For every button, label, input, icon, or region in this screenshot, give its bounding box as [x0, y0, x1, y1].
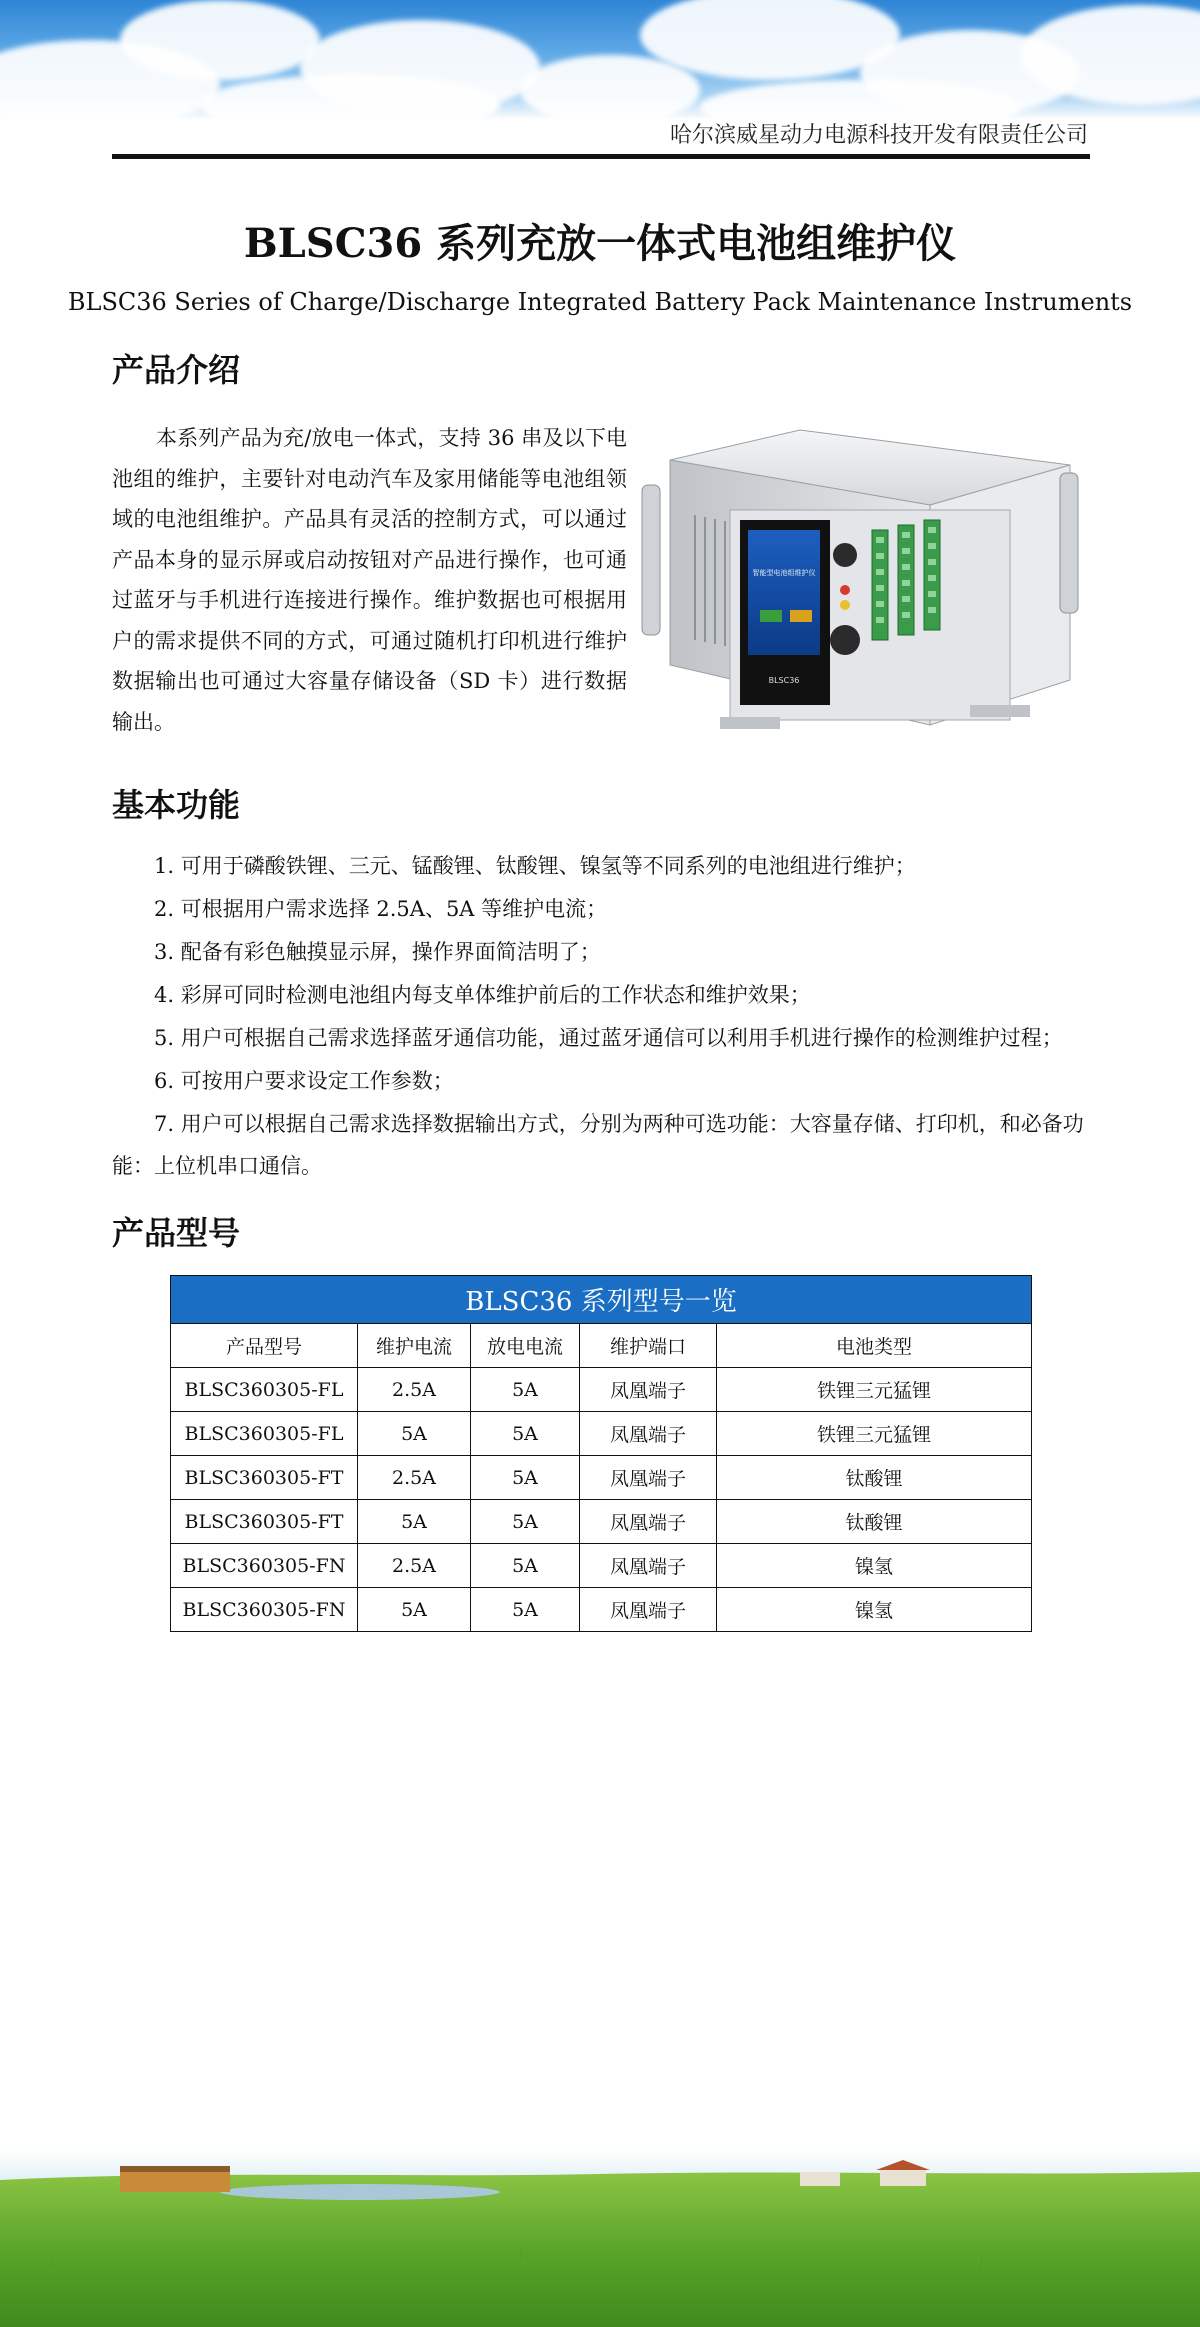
- table-cell: 5A: [471, 1544, 580, 1588]
- table-cell: 镍氢: [717, 1544, 1032, 1588]
- table-cell: BLSC360305-FT: [171, 1500, 358, 1544]
- table-cell: 凤凰端子: [580, 1412, 717, 1456]
- model-table: [170, 1275, 1032, 1632]
- table-cell: 铁锂三元猛锂: [717, 1368, 1032, 1412]
- feature-item: 1. 可用于磷酸铁锂、三元、锰酸锂、钛酸锂、镍氢等不同系列的电池组进行维护；: [154, 854, 916, 878]
- table-row: [171, 1588, 1032, 1632]
- device-screen-title: 智能型电池组维护仪: [752, 569, 816, 577]
- section-heading-features: 基本功能: [112, 786, 241, 824]
- feature-item: 7. 用户可以根据自己需求选择数据输出方式，分别为两种可选功能：大容量存储、打印机，和必备功能：上位机串口通信。: [112, 1112, 1084, 1178]
- table-cell: 5A: [471, 1368, 580, 1412]
- table-cell: 2.5A: [358, 1456, 471, 1500]
- table-row: [171, 1500, 1032, 1544]
- header-divider: [112, 154, 1090, 159]
- table-cell: BLSC360305-FN: [171, 1588, 358, 1632]
- column-header: 维护端口: [580, 1324, 717, 1368]
- table-cell: BLSC360305-FT: [171, 1456, 358, 1500]
- table-row: [171, 1456, 1032, 1500]
- device-brand: BLSC36: [768, 676, 800, 685]
- table-cell: 凤凰端子: [580, 1588, 717, 1632]
- feature-item: 5. 用户可根据自己需求选择蓝牙通信功能，通过蓝牙通信可以利用手机进行操作的检测维护过程；: [154, 1026, 1063, 1050]
- table-cell: BLSC360305-FL: [171, 1412, 358, 1456]
- intro-paragraph: 本系列产品为充/放电一体式，支持 36 串及以下电池组的维护，主要针对电动汽车及家用储能等电池组领域的电池组维护。产品具有灵活的控制方式，可以通过产品本身的显示屏或启动按钮对产品进行操作，也可通过蓝牙与手机进行连接进行操作。维护数据也可根据用户的需求提供不同的方式，可通过随机打印机进行维护数据输出也可通过大容量存储设备（SD 卡）进行数据输出。: [112, 426, 627, 734]
- table-cell: 5A: [358, 1500, 471, 1544]
- column-header: 维护电流: [358, 1324, 471, 1368]
- table-cell: 凤凰端子: [580, 1456, 717, 1500]
- feature-item: 4. 彩屏可同时检测电池组内每支单体维护前后的工作状态和维护效果；: [154, 983, 811, 1007]
- table-title: BLSC36 系列型号一览: [171, 1276, 1032, 1324]
- table-cell: 2.5A: [358, 1368, 471, 1412]
- table-cell: 5A: [358, 1588, 471, 1632]
- page-title: BLSC36 系列充放一体式电池组维护仪: [243, 220, 957, 267]
- grassland-footer: [0, 2150, 1200, 2327]
- device-image: [640, 425, 1080, 755]
- table-cell: 2.5A: [358, 1544, 471, 1588]
- table-cell: 钛酸锂: [717, 1456, 1032, 1500]
- table-cell: 凤凰端子: [580, 1368, 717, 1412]
- section-heading-models: 产品型号: [112, 1214, 241, 1252]
- table-cell: 凤凰端子: [580, 1500, 717, 1544]
- feature-item: 3. 配备有彩色触摸显示屏，操作界面简洁明了；: [154, 940, 601, 964]
- table-cell: BLSC360305-FL: [171, 1368, 358, 1412]
- table-row: [171, 1412, 1032, 1456]
- table-cell: 铁锂三元猛锂: [717, 1412, 1032, 1456]
- column-header: 放电电流: [471, 1324, 580, 1368]
- table-cell: 镍氢: [717, 1588, 1032, 1632]
- table-cell: 5A: [471, 1500, 580, 1544]
- table-cell: 5A: [471, 1456, 580, 1500]
- feature-item: 6. 可按用户要求设定工作参数；: [154, 1069, 454, 1093]
- table-row: [171, 1544, 1032, 1588]
- table-cell: 5A: [358, 1412, 471, 1456]
- table-cell: 钛酸锂: [717, 1500, 1032, 1544]
- company-name: 哈尔滨威星动力电源科技开发有限责任公司: [669, 123, 1088, 148]
- feature-item: 2. 可根据用户需求选择 2.5A、5A 等维护电流；: [154, 897, 608, 921]
- table-row: [171, 1368, 1032, 1412]
- table-cell: 凤凰端子: [580, 1544, 717, 1588]
- table-cell: BLSC360305-FN: [171, 1544, 358, 1588]
- column-header: 产品型号: [171, 1324, 358, 1368]
- feature-list: [112, 845, 1092, 1187]
- sky-banner: [0, 0, 1200, 120]
- page-subtitle: BLSC36 Series of Charge/Discharge Integrated Battery Pack Maintenance Instruments: [67, 288, 1133, 316]
- column-header: 电池类型: [717, 1324, 1032, 1368]
- table-cell: 5A: [471, 1588, 580, 1632]
- section-heading-intro: 产品介绍: [112, 351, 241, 389]
- table-cell: 5A: [471, 1412, 580, 1456]
